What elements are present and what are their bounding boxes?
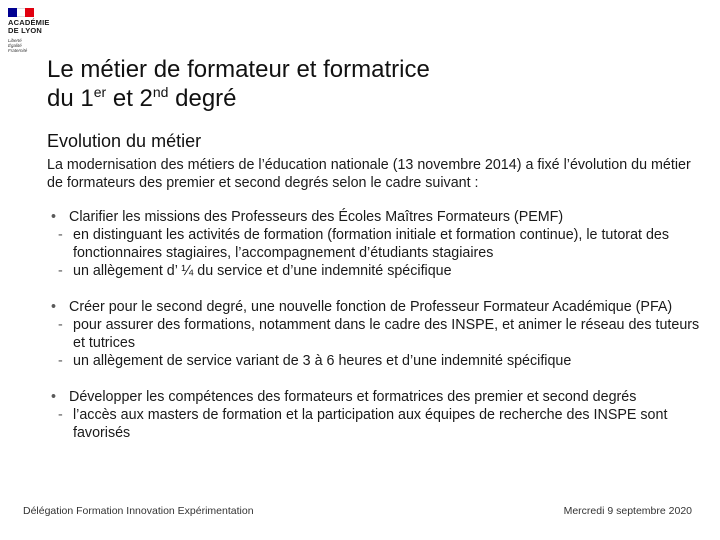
academie-logo — [8, 8, 68, 53]
motto-line3: Fraternité — [8, 48, 28, 53]
bullet-text: Créer pour le second degré, une nouvelle fonction de Professeur Formateur Académique (PFA) — [69, 299, 673, 315]
sub-text: pour assurer des formations, notamment dans le cadre des INSPE, et animer le réseau des tuteurs et tutrices — [73, 317, 700, 351]
sub-text: l’accès aux masters de formation et la participation aux équipes de recherche des INSPE sont favorisés — [73, 407, 668, 441]
bullet-dot: • — [51, 299, 57, 315]
logo-name-line1: ACADÉMIE — [8, 18, 50, 27]
title-part3: et 2 — [106, 85, 153, 112]
logo-name — [8, 19, 68, 35]
page-title — [47, 55, 430, 116]
sub-dash: - — [58, 227, 63, 243]
logo-name-line2: DE LYON — [8, 26, 43, 35]
sub-item — [58, 352, 712, 370]
title-part4: degré — [168, 85, 237, 112]
footer-date: Mercredi 9 septembre 2020 — [563, 505, 692, 517]
french-flag-icon — [8, 8, 34, 17]
bullet-dot: • — [51, 389, 57, 405]
sub-dash: - — [58, 407, 63, 423]
bullet-item — [47, 388, 712, 442]
title-sup2: nd — [152, 84, 169, 100]
sub-item — [58, 316, 712, 352]
sub-text: un allègement d’ ¼ du service et d’une indemnité spécifique — [73, 263, 452, 279]
bullet-item — [47, 298, 712, 370]
bullet-dot: • — [51, 209, 57, 225]
footer-department: Délégation Formation Innovation Expérimentation — [23, 505, 254, 517]
motto-line1: Liberté — [8, 38, 22, 43]
sub-list — [58, 406, 712, 442]
bullet-item — [47, 208, 712, 280]
title-part2: du 1 — [47, 85, 94, 112]
sub-item — [58, 226, 712, 262]
sub-dash: - — [58, 263, 63, 279]
intro-paragraph: La modernisation des métiers de l’éducation nationale (13 novembre 2014) a fixé l’évolution du métier de formateurs des premier et second degrés selon le cadre suivant : — [47, 157, 691, 191]
section-heading: Evolution du métier — [47, 131, 202, 151]
logo-motto — [8, 38, 68, 53]
bullet-text: Développer les compétences des formateurs et formatrices des premier et second degrés — [69, 389, 637, 405]
title-sup1: er — [93, 84, 107, 100]
sub-item — [58, 262, 712, 280]
bullet-list — [47, 208, 712, 460]
sub-dash: - — [58, 317, 63, 333]
sub-list — [58, 316, 712, 370]
title-line1: Le métier de formateur et formatrice — [47, 56, 430, 83]
motto-line2: Égalité — [8, 43, 22, 48]
sub-item — [58, 406, 712, 442]
sub-text: en distinguant les activités de formation (formation initiale et formation continue), le tutorat des fonctionnaires stagiaires, l’accompagnement d’étudiants stagiaires — [73, 227, 670, 261]
sub-dash: - — [58, 353, 63, 369]
sub-list — [58, 226, 712, 280]
sub-text: un allègement de service variant de 3 à 6 heures et d’une indemnité spécifique — [73, 353, 572, 369]
bullet-text: Clarifier les missions des Professeurs des Écoles Maîtres Formateurs (PEMF) — [69, 209, 564, 225]
